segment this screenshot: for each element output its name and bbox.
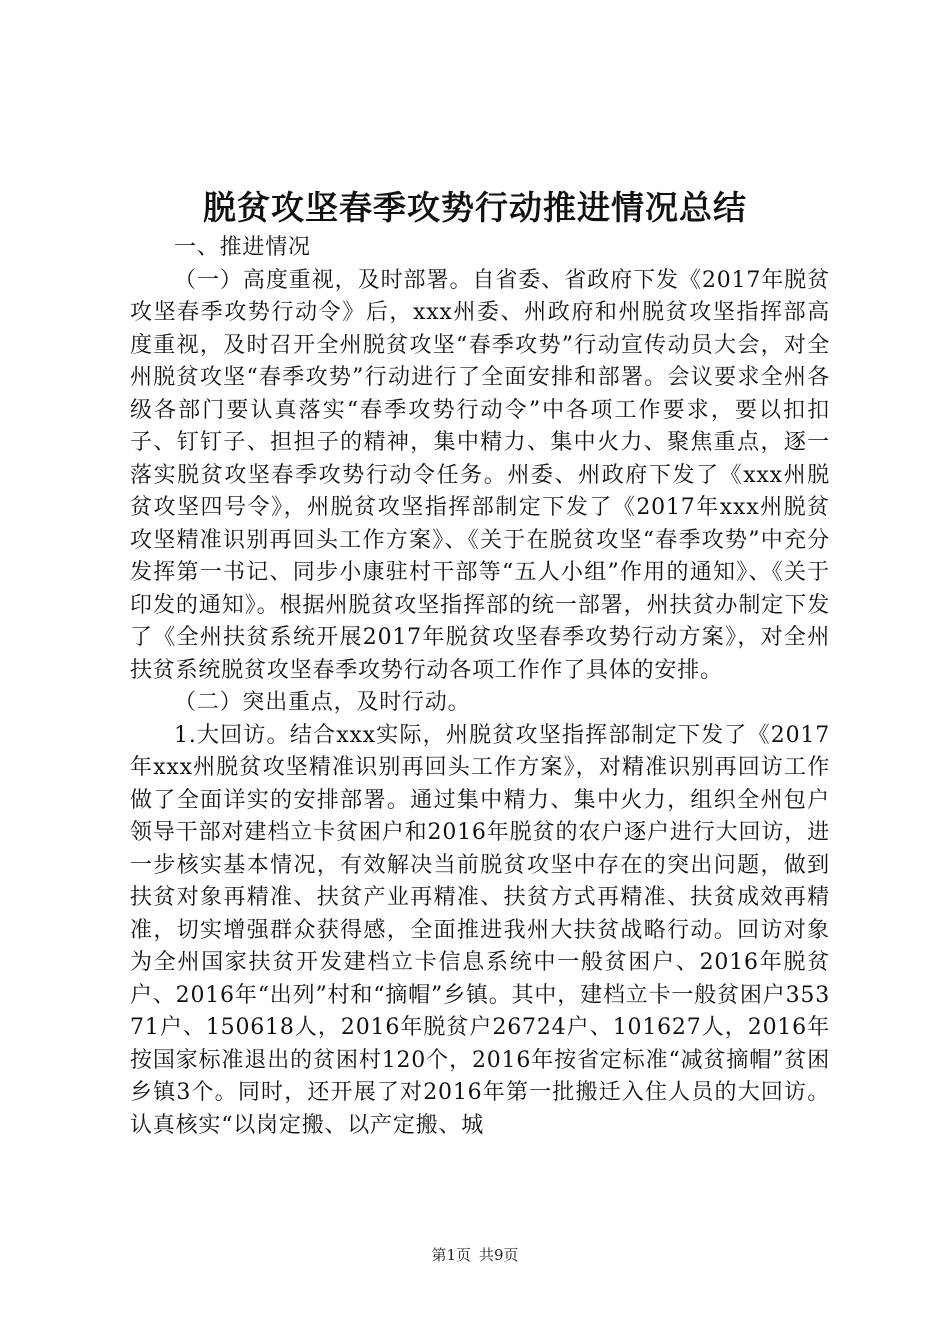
page-total: 共9页 (479, 1246, 519, 1264)
subsection-heading: （二）突出重点，及时行动。 (174, 690, 471, 715)
section-heading: 一、推进情况 (174, 235, 311, 260)
paragraph: （一）高度重视，及时部署。自省委、省政府下发《2017年脱贫攻坚春季攻势行动令》后，xxx州委、州政府和州脱贫攻坚指挥部高度重视，及时召开全州脱贫攻坚“春季攻势”行动宣传动员大会，对全州脱贫攻坚“春季攻势”行动进行了全面安排和部署。会议要求全州各级各部门要认真落实“春季攻势行动令”中各项工作要求，要以扣扣子、钉钉子、担担子的精神，集中精力、集中火力、聚焦重点，逐一落实脱贫攻坚春季攻势行动令任务。州委、州政府下发了《xxx州脱贫攻坚四号令》，州脱贫攻坚指挥部制定下发了《2017年xxx州脱贫攻坚精准识别再回头工作方案》、《关于在脱贫攻坚“春季攻势”中充分发挥第一书记、同步小康驻村干部等“五人小组”作用的通知》、《关于印发的通知》。根据州脱贫攻坚指挥部的统一部署，州扶贫办制定下发了《全州扶贫系统开展2017年脱贫攻坚春季攻势行动方案》，对全州扶贫系统脱贫攻坚春季攻势行动各项工作作了具体的安排。 (130, 267, 830, 683)
document-title: 脱贫攻坚春季攻势行动推进情况总结 (203, 188, 747, 227)
page-footer (0, 1245, 950, 1265)
document-body (130, 232, 830, 1142)
page-number: 第1页 (431, 1246, 471, 1264)
paragraph: 1.大回访。结合xxx实际，州脱贫攻坚指挥部制定下发了《2017年xxx州脱贫攻坚精准识别再回头工作方案》，对精准识别再回访工作做了全面详实的安排部署。通过集中精力、集中火力，组织全州包户领导干部对建档立卡贫困户和2016年脱贫的农户逐户进行大回访，进一步核实基本情况，有效解决当前脱贫攻坚中存在的突出问题，做到扶贫对象再精准、扶贫产业再精准、扶贫方式再精准、扶贫成效再精准，切实增强群众获得感，全面推进我州大扶贫战略行动。回访对象为全州国家扶贫开发建档立卡信息系统中一般贫困户、2016年脱贫户、2016年“出列”村和“摘帽”乡镇。其中，建档立卡一般贫困户35371户、150618人，2016年脱贫户26724户、101627人，2016年按国家标准退出的贫困村120个，2016年按省定标准“减贫摘帽”贫困乡镇3个。同时，还开展了对2016年第一批搬迁入住人员的大回访。认真核实“以岗定搬、以产定搬、城 (130, 722, 830, 1138)
